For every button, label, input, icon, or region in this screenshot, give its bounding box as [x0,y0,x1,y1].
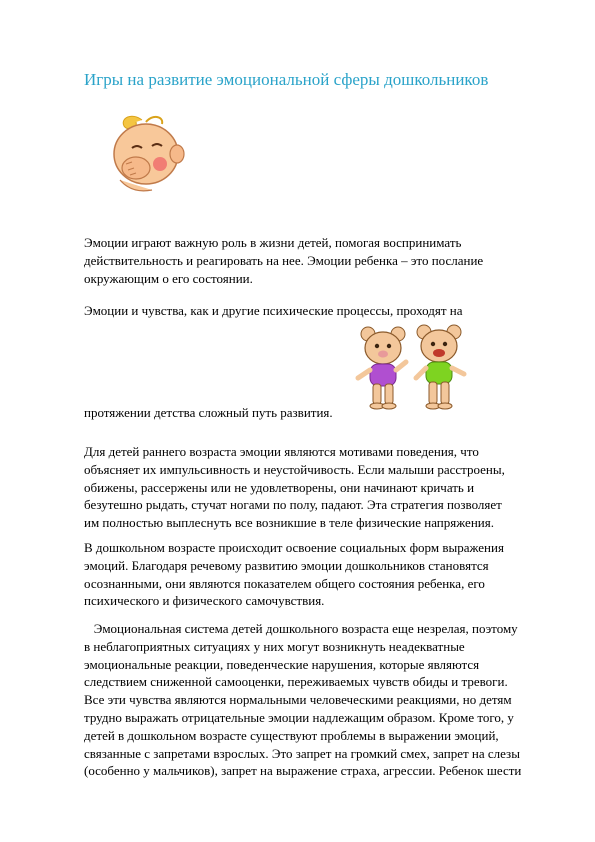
text-line: следствием сниженной самооценки, переживаемых чувств обиды и тревоги. [84,674,508,690]
text-line: окружающим о его состоянии. [84,270,253,286]
page-title: Игры на развитие эмоциональной сферы дошкольников [84,70,489,89]
paragraph-development-path [84,404,544,422]
text-line: протяжении детства сложный путь развития. [84,405,333,420]
text-line: осознанными, они являются показателем общего состояния ребенка, его [84,575,485,591]
text-line: эмоциональные реакции, поведенческие нарушения, которые являются [84,656,480,672]
text-line: (особенно у мальчиков), запрет на выражение страха, агрессии. Ребенок шести [84,763,522,779]
text-line: психического и физического самочувствия. [84,593,325,609]
paragraph-emotions-role [84,234,544,287]
text-line: обижены, рассержены или не удовлетворены, они начинают кричать и [84,479,475,495]
text-line: им полностью выплеснуть все возникшие в теле физические напряжения. [84,515,494,531]
paragraph-preschool-age [84,539,544,610]
text-line: эмоций. Благодаря речевому развитию эмоции дошкольников становятся [84,557,489,573]
text-line: связанные с запретами взрослых. Это запрет на громкий смех, запрет на слезы [84,745,520,761]
text-line: объясняет их импульсивность и неустойчивость. Если малыши расстроены, [84,461,505,477]
text-line: действительность и реагировать на нее. Эмоции ребенка – это послание [84,252,484,268]
text-line: в неблагоприятных ситуациях у них могут возникнуть неадекватные [84,638,465,654]
paragraph-emotions-feelings [84,302,544,320]
text-line: Эмоции и чувства, как и другие психические процессы, проходят на [84,303,463,318]
paragraph-emotional-system [84,620,544,780]
text-line: детей в дошкольном возрасте существуют проблемы в выражении эмоций, [84,727,499,743]
text-line: Все эти чувства являются нормальными человеческими реакциями, но детям [84,692,512,708]
paragraph-early-age [84,443,544,532]
text-line: безутешно рыдать, стучат ногами по полу, падают. Эта стратегия позволяет [84,497,502,513]
text-line: Для детей раннего возраста эмоции являются мотивами поведения, что [84,444,479,459]
text-line: Эмоциональная система детей дошкольного возраста еще незрелая, поэтому [84,621,518,636]
two-teddy-bears-illustration [352,322,470,414]
baby-face-illustration [102,110,188,196]
text-line: трудно выражать отрицательные эмоции надлежащим образом. Кроме того, у [84,709,514,725]
text-line: Эмоции играют важную роль в жизни детей, помогая воспринимать [84,235,462,250]
text-line: В дошкольном возрасте происходит освоение социальных форм выражения [84,540,504,555]
